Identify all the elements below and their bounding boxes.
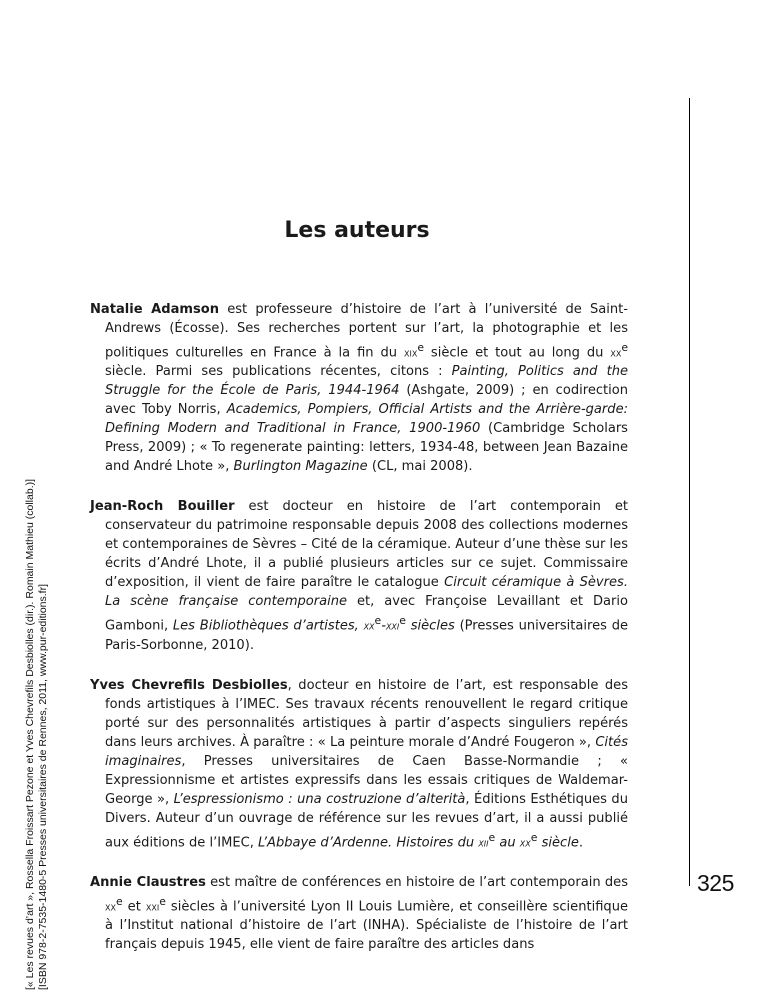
margin-rule xyxy=(689,98,690,886)
author-entry-claustres: Annie Claustres est maître de conférences en histoire de l’art contemporain des $xx^e$ et xxi$^e$ siècles à l’université Lyon II Louis Lumière, et conseillère scientifique à l’Institut national d’histoire de l’art (INHA). Spécialiste de l’histoire de l’art français depuis 1945, elle vient de faire paraître des articles dans xyxy=(90,875,629,953)
citation-line-2: [ISBN 978-2-7535-1480-5 Presses universitaires de Rennes, 2011, www.pur-editions.fr] xyxy=(37,583,49,990)
author-name: Yves Chevrefils Desbiolles xyxy=(90,677,288,693)
author-entry-adamson: Natalie Adamson est professeure d’histoire de l’art à l’université de Saint-Andrews (Écosse). Ses recherches portent sur l’art, la photographie et les politiques culturelles en France à la fin du xix$^e$ siècle et tout au long du $xx^e$ siècle. Parmi ses publications récentes, citons : Painting, Politics and the Struggle for the École de Paris, 1944-1964 (Ashgate, 2009) ; en codirection avec Toby Norris, Academics, Pompiers, Official Artists and the Arrière-garde: Defining Modern and Traditional in France, 1900-1960 (Cambridge Scholars Press, 2009) ; « To regenerate painting: letters, 1934-48, between Jean Bazaine and André Lhote », Burlington Magazine (CL, mai 2008). xyxy=(90,302,629,475)
author-name: Natalie Adamson xyxy=(90,302,219,317)
page-title: Les auteurs xyxy=(284,218,430,243)
author-entry-chevrefils-desbiolles: Yves Chevrefils Desbiolles, docteur en histoire de l’art, est responsable des fonds artistiques à l’IMEC. Ses travaux récents renouvellent le regard critique porté sur des personnalités artistiques à partir d’aspects singuliers repérés dans leurs archives. À paraître : « La peinture morale d’André Fougeron », Cités imaginaires, Presses universitaires de Caen Basse-Normandie ; « Expressionnisme et artistes expressifs dans les essais critiques de Waldemar-George », L’espressionismo : una costruzione d’alterità, Éditions Esthétiques du Divers. Auteur d’un ouvrage de référence sur les revues d’art, il a aussi publié aux éditions de l’IMEC, L’Abbaye d’Ardenne. Histoires du xii$^e$ au $xx^e$ siècle. xyxy=(90,677,628,851)
citation-line-1: [« Les revues d’art », Rossella Froissart Pezone et Yves Chevrefils Desbiolles (dir.). Romain Mathieu (collab.)] xyxy=(24,478,36,990)
author-entry-bouiller: Jean-Roch Bouiller est docteur en histoire de l’art contemporain et conservateur du patrimoine responsable depuis 2008 des collections modernes et contemporaines de Sèvres – Cité de la céramique. Auteur d’une thèse sur les écrits d’André Lhote, il a publié plusieurs articles sur ce sujet. Commissaire d’exposition, il vient de faire paraître le catalogue Circuit céramique à Sèvres. La scène française contemporaine et, avec Françoise Levaillant et Dario Gamboni, Les Bibliothèques d’artistes, $xx^e-xxi^e$ siècles (Presses universitaires de Paris-Sorbonne, 2010). xyxy=(90,499,629,653)
author-name: Annie Claustres xyxy=(90,875,206,891)
side-citation-note xyxy=(24,230,50,990)
author-name: Jean-Roch Bouiller xyxy=(90,499,235,515)
authors-list xyxy=(90,300,628,975)
page-number: 325 xyxy=(697,870,734,896)
